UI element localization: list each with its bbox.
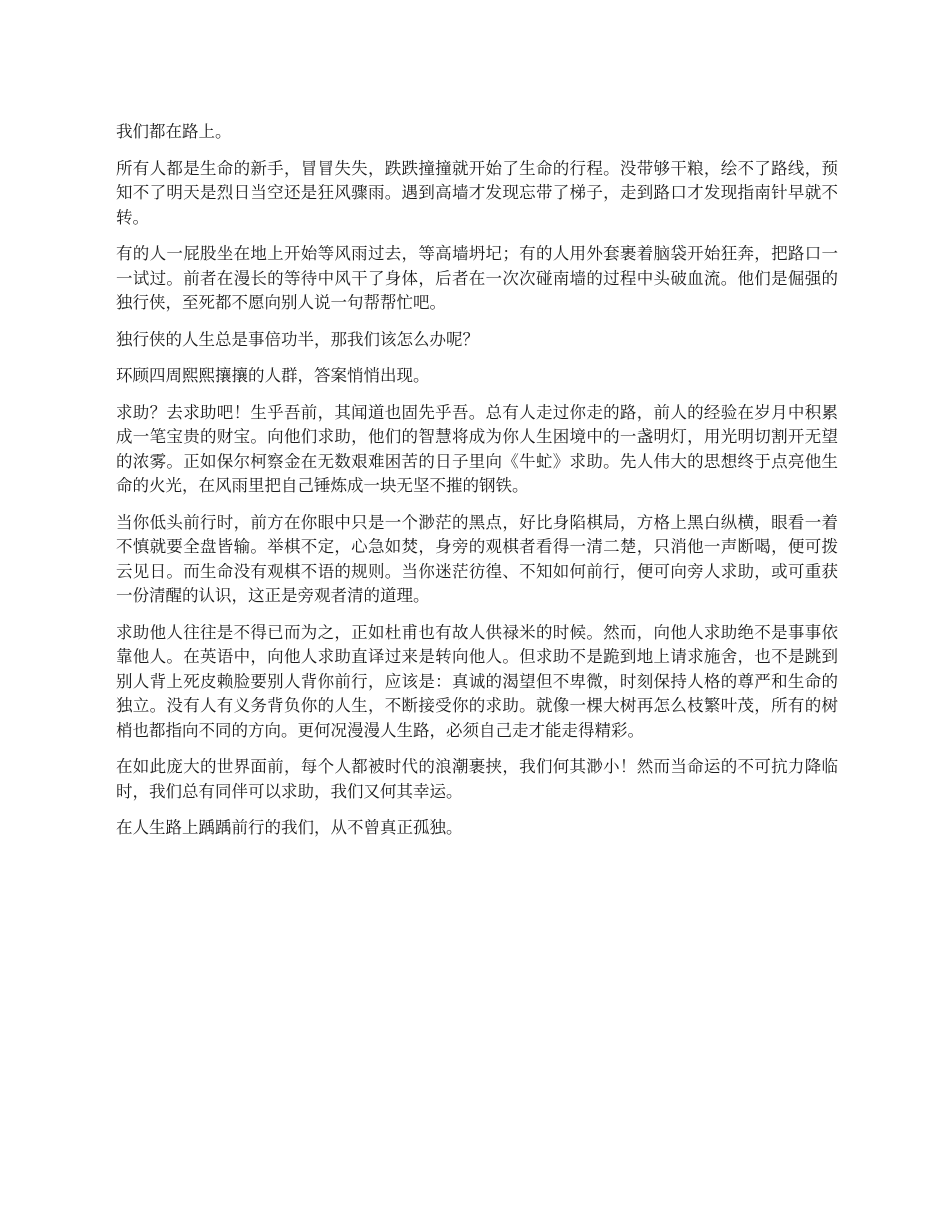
paragraph-8: 求助他人往往是不得已而为之，正如杜甫也有故人供禄米的时候。然而，向他人求助绝不是事事依靠他人。在英语中，向他人求助直译过来是转向他人。但求助不是跪到地上请求施舍，也不是跳到别人背上死皮赖脸要别人背你前行，应该是：真诚的渴望但不卑微，时刻保持人格的尊严和生命的独立。没有人有义务背负你的人生，不断接受你的求助。就像一棵大树再怎么枝繁叶茂，所有的树梢也都指向不同的方向。更何况漫漫人生路，必须自己走才能走得精彩。 [116,622,838,740]
paragraph-6: 求助？去求助吧！生乎吾前，其闻道也固先乎吾。总有人走过你走的路，前人的经验在岁月中积累成一笔宝贵的财宝。向他们求助，他们的智慧将成为你人生困境中的一盏明灯，用光明切割开无望的浓雾。正如保尔柯察金在无数艰难困苦的日子里向《牛虻》求助。先人伟大的思想终于点亮他生命的火光，在风雨里把自己锤炼成一块无坚不摧的钢铁。 [116,402,838,495]
paragraph-9: 在如此庞大的世界面前，每个人都被时代的浪潮裹挟，我们何其渺小！然而当命运的不可抗力降临时，我们总有同伴可以求助，我们又何其幸运。 [116,757,838,801]
paragraph-2: 所有人都是生命的新手，冒冒失失，跌跌撞撞就开始了生命的行程。没带够干粮，绘不了路线，预知不了明天是烈日当空还是狂风骤雨。遇到高墙才发现忘带了梯子，走到路口才发现指南针早就不转。 [116,158,838,227]
paragraph-5: 环顾四周熙熙攘攘的人群，答案悄悄出现。 [116,366,430,385]
paragraph-4: 独行侠的人生总是事倍功半，那我们该怎么办呢？ [116,329,479,349]
paragraph-3: 有的人一屁股坐在地上开始等风雨过去，等高墙坍圮；有的人用外套裹着脑袋开始狂奔，把路口一一试过。前者在漫长的等待中风干了身体，后者在一次次碰南墙的过程中头破血流。他们是倔强的独行侠，至死都不愿向别人说一句帮帮忙吧。 [116,244,838,312]
document-body [116,120,838,853]
paragraph-1: 我们都在路上。 [116,122,232,141]
paragraph-10: 在人生路上踽踽前行的我们，从不曾真正孤独。 [116,818,463,837]
paragraph-7: 当你低头前行时，前方在你眼中只是一个渺茫的黑点，好比身陷棋局，方格上黑白纵横，眼看一着不慎就要全盘皆输。举棋不定，心急如焚，身旁的观棋者看得一清二楚，只消他一声断喝，便可拨云见日。而生命没有观棋不语的规则。当你迷茫彷徨、不知如何前行，便可向旁人求助，或可重获一份清醒的认识，这正是旁观者清的道理。 [116,512,838,605]
